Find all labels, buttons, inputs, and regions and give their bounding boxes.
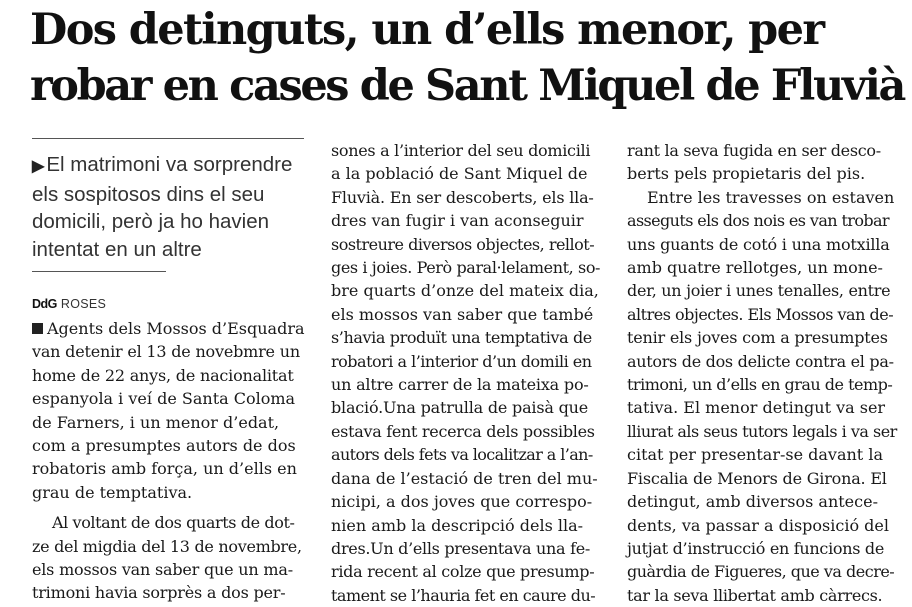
column-line: Entre les travesses on estaven [647, 187, 895, 207]
column-line: Fluvià. En ser descoberts, els lla- [331, 187, 594, 207]
paragraph-square-icon [32, 323, 43, 334]
column-line: tar la seva llibertat amb càrrecs. [627, 585, 883, 605]
column-line: ze del migdia del 13 de novembre, [32, 536, 302, 556]
lead-summary [32, 151, 308, 263]
lead-line [32, 151, 308, 181]
column-line: Al voltant de dos quarts de dot- [52, 513, 295, 533]
column-line: Fiscalia de Menors de Girona. El [627, 468, 887, 488]
column-line: amb quatre rellotges, un mone- [627, 258, 883, 278]
column-line: altres objectes. Els Mossos van de- [627, 304, 894, 324]
column-line: ges i joies. Però paral·lelament, so- [331, 258, 601, 278]
column-line: grau de temptativa. [32, 482, 193, 502]
column-line: trimoni havia sorprès a dos per- [32, 583, 286, 603]
column-line: a la població de Sant Miquel de [331, 164, 588, 184]
column-line: dents, va passar a disposició del [627, 515, 889, 535]
column-line: com a presumptes autors de dos [32, 436, 296, 456]
headline-line-2: robar en cases de Sant Miquel de Fluvià [30, 61, 904, 111]
column-line: van detenir el 13 de novebmre un [32, 342, 300, 362]
headline-line-1: Dos detinguts, un d’ells menor, per [30, 5, 824, 55]
column-line: jutjat d’instrucció en funcions de [627, 538, 885, 558]
column-line: sostreure diversos objectes, rellot- [331, 234, 595, 254]
headline [30, 2, 906, 114]
column-line: sones a l’interior del seu domicili [331, 141, 591, 160]
article-column-3 [627, 139, 903, 607]
byline-location: ROSES [60, 297, 107, 311]
column-line: rant la seva fugida en ser desco- [627, 141, 881, 160]
column-line: espanyola i veí de Santa Coloma [32, 389, 296, 409]
lead-line-text: El matrimoni va sorprendre [46, 153, 293, 176]
column-line: guàrdia de Figueres, que va decre- [627, 562, 895, 582]
byline [32, 297, 106, 311]
play-triangle-icon: ▶ [32, 158, 45, 175]
column-line: blació.Una patrulla de paisà que [331, 398, 588, 418]
column-line-text: Agents dels Mossos d’Esquadra [47, 319, 305, 338]
column-line: els mossos van saber que un ma- [32, 560, 293, 580]
column-line: home de 22 anys, de nacionalitat [32, 365, 294, 385]
column-line: robatori a l’interior d’un domili en [331, 351, 592, 371]
column-line: tament se l’hauria fet en caure du- [331, 585, 596, 605]
column-line: uns guants de cotó i una motxilla [627, 234, 890, 254]
column-line: nicipi, a dos joves que correspo- [331, 492, 593, 512]
column-line: nien amb la descripció dels lla- [331, 515, 584, 535]
lead-bottom-divider [32, 271, 166, 272]
publication-logo: DdG [32, 297, 57, 311]
column-line: robatoris amb força, un d’ells en [32, 459, 297, 479]
column-line: autors de dos delicte contra el pa- [627, 351, 894, 371]
lead-line: els sospitosos dins el seu [32, 182, 265, 206]
article-column-1 [32, 317, 308, 605]
column-line: dana de l’estació de tren del mu- [331, 468, 598, 488]
column-line [32, 317, 308, 340]
column-line: asseguts els dos nois es van trobar [627, 211, 889, 231]
column-line: der, un joier i unes tenalles, entre [627, 281, 891, 301]
column-line: autors dels fets va localitzar a l’an- [331, 445, 593, 465]
lead-line: intentat en un altre [32, 237, 202, 261]
column-line: tenir els joves com a presumptes [627, 328, 888, 348]
column-line: els mossos van saber que també [331, 304, 594, 324]
column-line: estava fent recerca dels possibles [331, 421, 595, 441]
column-line: berts pels propietaris del pis. [627, 164, 866, 184]
column-line: tativa. El menor detingut va ser [627, 398, 886, 418]
column-line: dres van fugir i van aconseguir [331, 211, 584, 231]
column-line: de Farners, i un menor d’edat, [32, 412, 280, 432]
column-line: s’havia produït una temptativa de [331, 328, 592, 348]
column-line: un altre carrer de la mateixa po- [331, 375, 589, 395]
column-line: dres.Un d’ells presentava una fe- [331, 538, 590, 558]
column-line: rida recent al colze que presump- [331, 562, 595, 582]
column-line: citat per presentar-se davant la [627, 445, 883, 465]
column-line: trimoni, un d’ells en grau de temp- [627, 375, 893, 395]
article-column-2 [331, 139, 607, 607]
column-line: bre quarts d’onze del mateix dia, [331, 281, 599, 301]
column-line: lliurat als seus tutors legals i va ser [627, 421, 897, 441]
lead-top-divider [32, 138, 304, 139]
column-line: detingut, amb diversos antece- [627, 492, 878, 512]
lead-line: domicili, però ja ho havien [32, 210, 270, 233]
